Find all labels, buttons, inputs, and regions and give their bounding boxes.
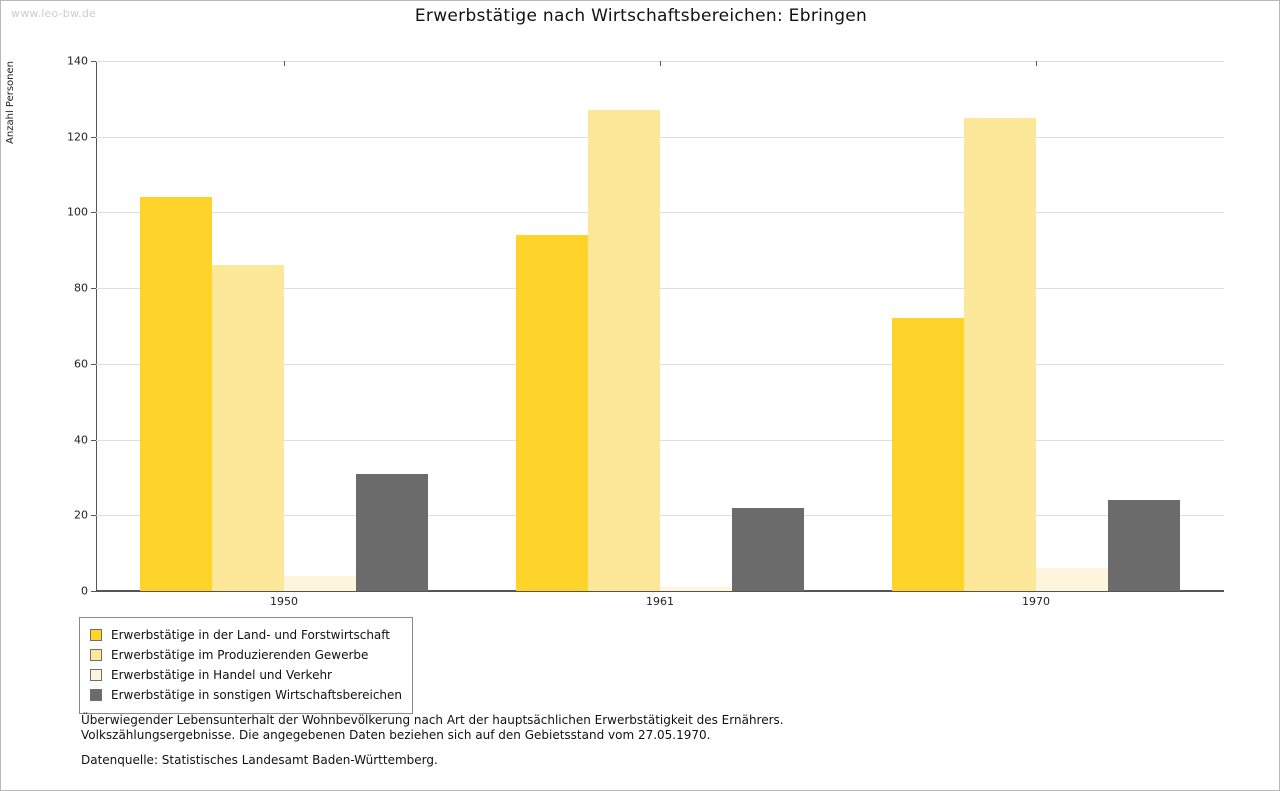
bar-group [516,61,804,591]
x-tick-mark [660,61,661,66]
x-tick-mark [284,61,285,66]
legend-item [90,645,402,665]
y-tick-mark [91,440,96,441]
y-axis-label: Anzahl Personen [5,61,16,144]
y-tick-mark [91,288,96,289]
legend-item [90,625,402,645]
grid-line [96,591,1224,592]
y-tick-mark [91,515,96,516]
chart-title: Erwerbstätige nach Wirtschaftsbereichen: Ebringen [414,6,868,26]
site-watermark: www.leo-bw.de [11,7,97,20]
bar [1036,568,1108,591]
y-tick-mark [91,364,96,365]
legend-swatch-icon [90,629,102,641]
bar [964,118,1036,591]
y-tick-mark [91,212,96,213]
bar [660,587,732,591]
x-tick-label: 1970 [1022,595,1050,608]
chart-legend [79,617,413,714]
x-tick-label: 1950 [270,595,298,608]
legend-label: Erwerbstätige in sonstigen Wirtschaftsbereichen [111,688,403,702]
x-tick-label: 1961 [646,595,674,608]
y-tick-label: 60 [74,357,88,371]
footnote-line: Überwiegender Lebensunterhalt der Wohnbevölkerung nach Art der hauptsächlichen Erwerbstätigkeit des Ernährers. [81,713,784,727]
bar-group [140,61,428,591]
y-tick-label: 20 [74,508,88,522]
legend-swatch-icon [90,669,102,681]
y-tick-label: 40 [74,433,88,447]
bar [892,318,964,591]
footnote-line: Volkszählungsergebnisse. Die angegebenen Daten beziehen sich auf den Gebietsstand vom 27.05.1970. [81,728,711,742]
bar [732,508,804,591]
bar [212,265,284,591]
y-tick-mark [91,137,96,138]
legend-item [90,685,402,705]
data-source: Datenquelle: Statistisches Landesamt Baden-Württemberg. [81,753,438,767]
legend-item [90,665,402,685]
bar [588,110,660,591]
y-tick-label: 0 [81,584,88,598]
y-tick-label: 100 [67,205,88,219]
legend-label: Erwerbstätige in der Land- und Forstwirtschaft [111,628,390,642]
bar [516,235,588,591]
bar [356,474,428,591]
legend-swatch-icon [90,689,102,701]
bar [140,197,212,591]
footnotes [81,713,1181,743]
y-tick-mark [91,591,96,592]
legend-swatch-icon [90,649,102,661]
y-tick-label: 120 [67,130,88,144]
bar [284,576,356,591]
y-tick-mark [91,61,96,62]
x-tick-mark [1036,61,1037,66]
y-tick-label: 80 [74,281,88,295]
plot-area [67,54,1224,608]
legend-label: Erwerbstätige in Handel und Verkehr [111,668,332,682]
legend-label: Erwerbstätige im Produzierenden Gewerbe [111,648,369,662]
bar [1108,500,1180,591]
y-tick-label: 140 [67,54,88,68]
bar-group [892,61,1180,591]
